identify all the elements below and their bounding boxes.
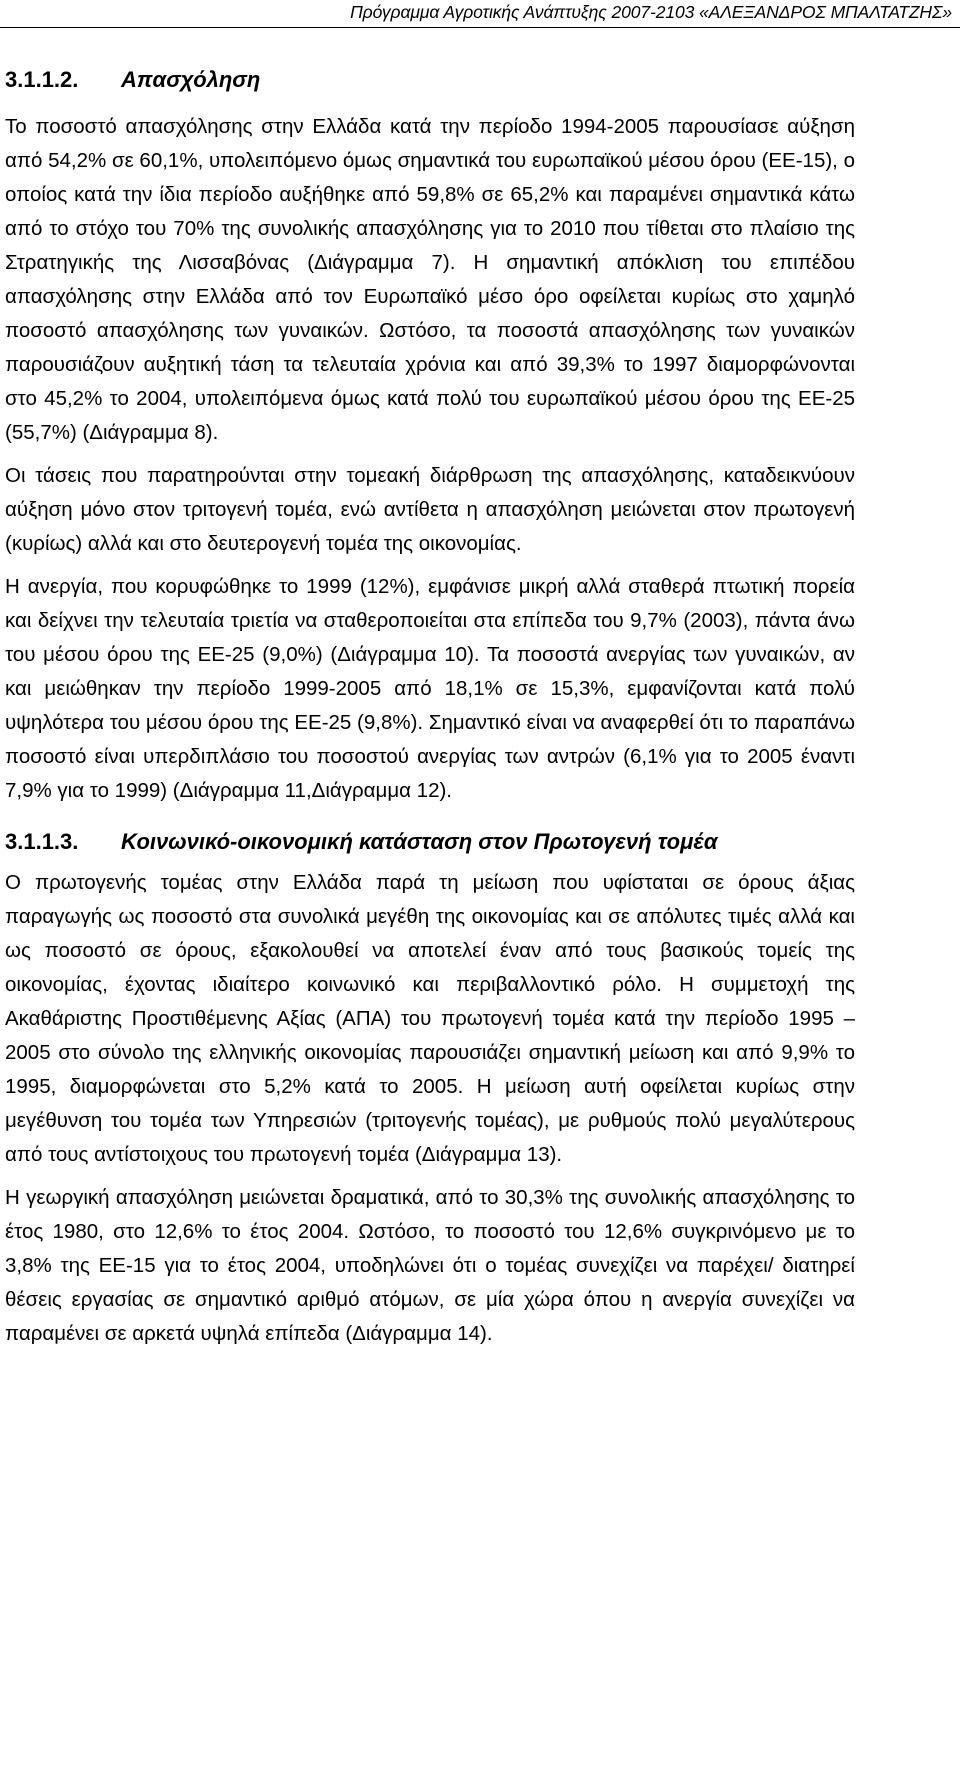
document-body — [5, 62, 855, 1360]
section-number: 3.1.1.2. — [5, 67, 79, 92]
paragraph: Ο πρωτογενής τομέας στην Ελλάδα παρά τη μείωση που υφίσταται σε όρους άξιας παραγωγής ως ποσοστό στα συνολικά μεγέθη της οικονομίας και σε απόλυτες τιμές αλλά και ως ποσοστό σε όρους, εξακολουθεί να αποτελεί έναν από τους βασικούς τομείς της οικονομίας, έχοντας ιδιαίτερο κοινωνικό και περιβαλλοντικό ρόλο. Η συμμετοχή της Ακαθάριστης Προστιθέμενης Αξίας (ΑΠΑ) του πρωτογενή τομέα κατά την περίοδο 1995 – 2005 στο σύνολο της ελληνικής οικονομίας παρουσιάζει σημαντική μείωση και από 9,9% το 1995, διαμορφώνεται στο 5,2% κατά το 2005. Η μείωση αυτή οφείλεται κυρίως στην μεγέθυνση του τομέα των Υπηρεσιών (τριτογενής τομέας), με ρυθμούς πολύ μεγαλύτερους από τους αντίστοιχους του πρωτογενή τομέα (Διάγραμμα 13). — [5, 871, 855, 1166]
header-rule — [0, 27, 960, 28]
section-heading-employment — [5, 62, 855, 98]
section-title: Κοινωνικό-οικονομική κατάσταση στον Πρωτογενή τομέα — [121, 829, 718, 854]
paragraph: Το ποσοστό απασχόλησης στην Ελλάδα κατά την περίοδο 1994-2005 παρουσίασε αύξηση από 54,2% σε 60,1%, υπολειπόμενο όμως σημαντικά του ευρωπαϊκού μέσου όρου (ΕΕ-15), ο οποίος κατά την ίδια περίοδο αυξήθηκε από 59,8% σε 65,2% και παραμένει σημαντικά κάτω από το στόχο του 70% της συνολικής απασχόλησης για το 2010 που τίθεται στο πλαίσιο της Στρατηγικής της Λισσαβόνας (Διάγραμμα 7). Η σημαντική απόκλιση του επιπέδου απασχόλησης στην Ελλάδα από τον Ευρωπαϊκό μέσο όρο οφείλεται κυρίως στο χαμηλό ποσοστό απασχόλησης των γυναικών. Ωστόσο, τα ποσοστά απασχόλησης των γυναικών παρουσιάζουν αυξητική τάση τα τελευταία χρόνια και από 39,3% το 1997 διαμορφώνονται στο 45,2% το 2004, υπολειπόμενα όμως κατά πολύ του ευρωπαϊκού μέσου όρου της ΕΕ-25 (55,7%) (Διάγραμμα 8). — [5, 115, 855, 444]
paragraph: Οι τάσεις που παρατηρούνται στην τομεακή διάρθρωση της απασχόλησης, καταδεικνύουν αύξηση μόνο στον τριτογενή τομέα, ενώ αντίθετα η απασχόληση μειώνεται στον πρωτογενή (κυρίως) αλλά και στο δευτερογενή τομέα της οικονομίας. — [5, 464, 855, 555]
paragraph: Η ανεργία, που κορυφώθηκε το 1999 (12%), εμφάνισε μικρή αλλά σταθερά πτωτική πορεία και δείχνει την τελευταία τριετία να σταθεροποιείται στα επίπεδα του 9,7% (2003), πάντα άνω του μέσου όρου της ΕΕ-25 (9,0%) (Διάγραμμα 10). Τα ποσοστά ανεργίας των γυναικών, αν και μειώθηκαν την περίοδο 1999-2005 από 18,1% σε 15,3%, εμφανίζονται κατά πολύ υψηλότερα του μέσου όρου της ΕΕ-25 (9,8%). Σημαντικό είναι να αναφερθεί ότι το παραπάνω ποσοστό είναι υπερδιπλάσιο του ποσοστού ανεργίας των αντρών (6,1% για το 2005 έναντι 7,9% για το 1999) (Διάγραμμα 11,Διάγραμμα 12). — [5, 575, 855, 802]
section-heading-primary-sector — [5, 824, 855, 860]
running-header: Πρόγραμμα Αγροτικής Ανάπτυξης 2007-2103 «ΑΛΕΞΑΝΔΡΟΣ ΜΠΑΛΤΑΤΖΗΣ» — [350, 2, 952, 22]
section-number: 3.1.1.3. — [5, 829, 79, 854]
section-title: Απασχόληση — [121, 67, 261, 92]
paragraph: Η γεωργική απασχόληση μειώνεται δραματικά, από το 30,3% της συνολικής απασχόλησης το έτος 1980, στο 12,6% το έτος 2004. Ωστόσο, το ποσοστό του 12,6% συγκρινόμενο με το 3,8% της ΕΕ-15 για το έτος 2004, υποδηλώνει ότι ο τομέας συνεχίζει να παρέχει/ διατηρεί θέσεις εργασίας σε σημαντικό αριθμό ατόμων, σε μία χώρα όπου η ανεργία συνεχίζει να παραμένει σε αρκετά υψηλά επίπεδα (Διάγραμμα 14). — [5, 1186, 855, 1345]
